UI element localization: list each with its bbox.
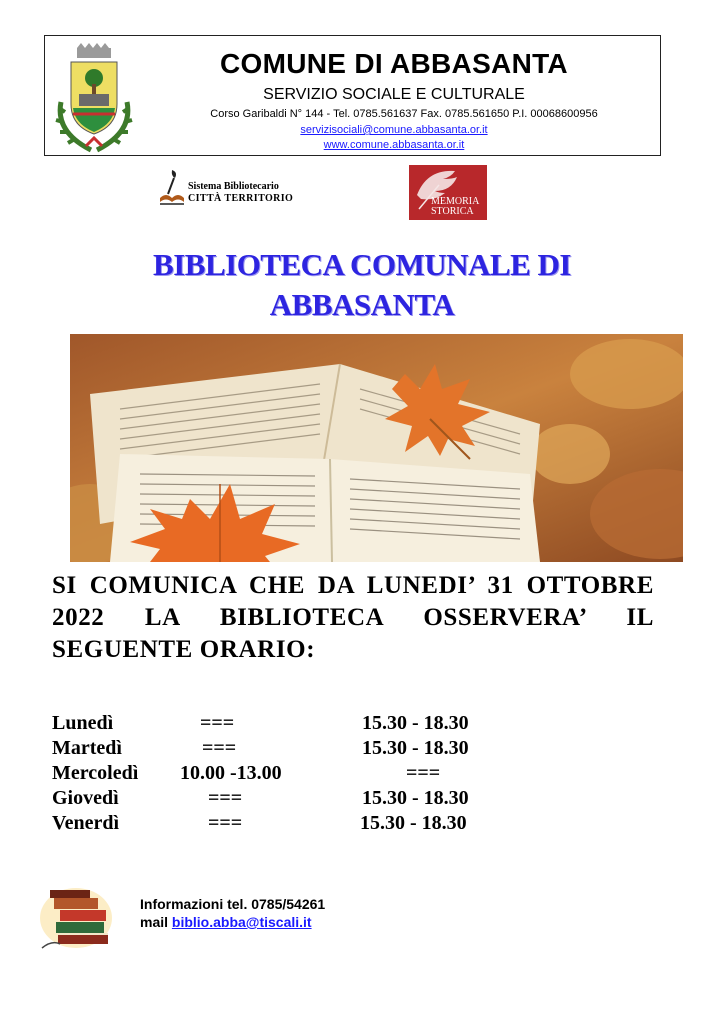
schedule-row xyxy=(52,787,532,812)
memoria-line2: STORICA xyxy=(431,206,474,217)
main-title-line2: ABBASANTA xyxy=(269,287,455,322)
sistema-line2: CITTÀ TERRITORIO xyxy=(188,193,294,204)
memoria-line1: MEMORIA xyxy=(431,196,480,207)
schedule-afternoon: 15.30 - 18.30 xyxy=(362,712,469,734)
schedule-morning: 10.00 -13.00 xyxy=(180,762,282,784)
memoria-storica-logo xyxy=(409,165,487,220)
notice-text: SI COMUNICA CHE DA LUNEDI’ 31 OTTOBRE 2022 LA BIBLIOTECA OSSERVERA’ IL SEGUENTE ORARIO: xyxy=(52,572,654,663)
schedule-morning: === xyxy=(202,737,237,759)
mail-link[interactable]: biblio.abba@tiscali.it xyxy=(171,914,312,930)
main-title-line1: BIBLIOTECA COMUNALE DI xyxy=(153,247,571,282)
schedule-row xyxy=(52,812,532,837)
org-title: COMUNE DI ABBASANTA xyxy=(220,48,568,79)
books-stack-icon xyxy=(36,878,122,952)
autumn-books-photo xyxy=(70,334,683,562)
schedule-row xyxy=(52,737,532,762)
mail-label: mail xyxy=(140,914,172,930)
schedule-afternoon: 15.30 - 18.30 xyxy=(360,812,467,834)
org-address: Corso Garibaldi N° 144 - Tel. 0785.561637 Fax. 0785.561650 P.I. 00068600956 xyxy=(210,108,598,120)
sistema-bibliotecario-logo xyxy=(158,166,298,208)
schedule-day: Venerdì xyxy=(52,812,120,834)
website-link[interactable]: www.comune.abbasanta.or.it xyxy=(323,139,465,151)
schedule-afternoon: === xyxy=(406,762,441,784)
schedule-morning: === xyxy=(208,787,243,809)
org-subtitle: SERVIZIO SOCIALE E CULTURALE xyxy=(263,86,525,103)
schedule-morning: === xyxy=(208,812,243,834)
schedule-row xyxy=(52,712,532,737)
schedule-day: Mercoledì xyxy=(52,762,139,784)
contact-info xyxy=(140,895,325,931)
book-pen-icon xyxy=(158,168,186,208)
memoria-text xyxy=(431,197,479,217)
contact-mail-line xyxy=(140,913,325,931)
main-title xyxy=(80,245,644,325)
schedule-afternoon: 15.30 - 18.30 xyxy=(362,737,469,759)
schedule-morning: === xyxy=(200,712,235,734)
contact-phone: Informazioni tel. 0785/54261 xyxy=(140,896,326,912)
header-box xyxy=(44,35,661,156)
email-link[interactable]: servizisociali@comune.abbasanta.or.it xyxy=(300,124,488,136)
opening-hours xyxy=(52,712,532,837)
schedule-row xyxy=(52,762,532,787)
schedule-day: Giovedì xyxy=(52,787,119,809)
sistema-line1: Sistema Bibliotecario xyxy=(188,181,279,192)
coat-of-arms-icon xyxy=(51,42,137,154)
schedule-day: Lunedì xyxy=(52,712,114,734)
schedule-afternoon: 15.30 - 18.30 xyxy=(362,787,469,809)
schedule-day: Martedì xyxy=(52,737,122,759)
